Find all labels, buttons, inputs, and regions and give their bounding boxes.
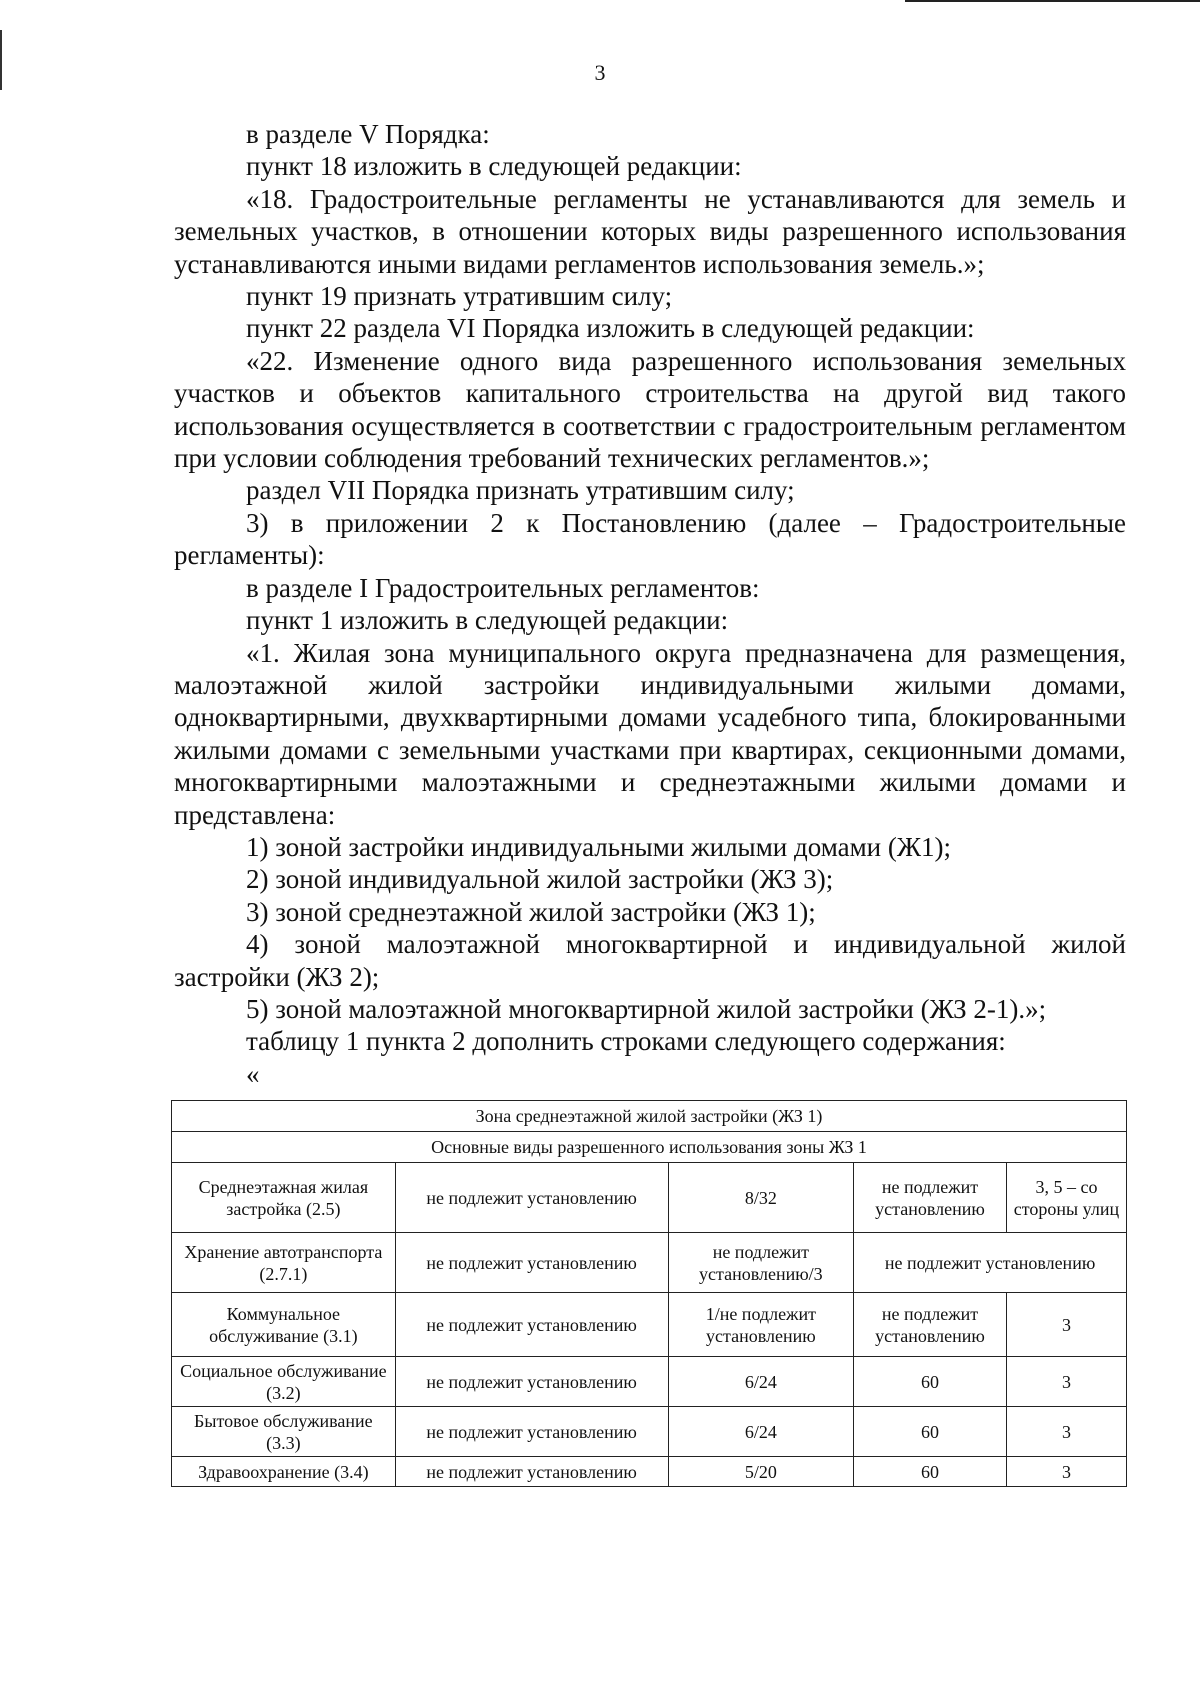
table-cell: 1/не подлежит установлению: [668, 1293, 854, 1357]
table-cell: 3: [1006, 1293, 1126, 1357]
table-zone-header-row: [172, 1101, 1127, 1132]
table-cell: не подлежит установлению: [395, 1233, 668, 1293]
table-cell: 60: [854, 1407, 1007, 1457]
paragraph: пункт 18 изложить в следующей редакции:: [246, 151, 742, 182]
paragraph: пункт 22 раздела VI Порядка изложить в следующей редакции:: [246, 313, 975, 344]
table-cell: 60: [854, 1357, 1007, 1407]
table-cell: Среднеэтажная жилая застройка (2.5): [172, 1163, 396, 1233]
paragraph: «1. Жилая зона муниципального округа предназначена для размещения, малоэтажной жилой застройки индивидуальными жилыми домами, одноквартирными, двухквартирными домами усадебного типа, блокированными жилыми домами с земельными участками при квартирах, секционными домами, многоквартирными малоэтажными и среднеэтажными жилыми домами и представлена:: [174, 637, 1126, 830]
paragraph: «22. Изменение одного вида разрешенного использования земельных участков и объектов капитального строительства на другой вид такого использования осуществляется в соответствии с градостроительным регламентом при условии соблюдения требований технических регламентов.»;: [174, 345, 1126, 474]
table-cell: не подлежит установлению: [854, 1233, 1127, 1293]
table-row: [172, 1407, 1127, 1457]
table-cell: 3: [1006, 1357, 1126, 1407]
paragraph: 1) зоной застройки индивидуальными жилыми домами (Ж1);: [246, 831, 952, 862]
quote-open-mark: «: [246, 1058, 260, 1089]
table-cell: 6/24: [668, 1357, 854, 1407]
table-row: [172, 1457, 1127, 1487]
paragraph: 4) зоной малоэтажной многоквартирной и индивидуальной жилой застройки (ЖЗ 2);: [174, 929, 1126, 992]
paragraph: 3) в приложении 2 к Постановлению (далее – Градостроительные регламенты):: [174, 507, 1126, 571]
table-cell: не подлежит установлению/3: [668, 1233, 854, 1293]
section-title-cell: Основные виды разрешенного использования зоны ЖЗ 1: [172, 1132, 1127, 1163]
paragraph: таблицу 1 пункта 2 дополнить строками следующего содержания:: [246, 1026, 1006, 1057]
table-cell: Хранение автотранспорта (2.7.1): [172, 1233, 396, 1293]
table-cell: не подлежит установлению: [395, 1407, 668, 1457]
table-row: [172, 1357, 1127, 1407]
paragraph: «18. Градостроительные регламенты не устанавливаются для земель и земельных участков, в отношении которых виды разрешенного использования устанавливаются иными видами регламентов использования земель.»;: [174, 183, 1126, 279]
paragraph: в разделе V Порядка:: [246, 119, 490, 149]
table-cell: 6/24: [668, 1407, 854, 1457]
table-cell: 3, 5 – со стороны улиц: [1006, 1163, 1126, 1233]
paragraph: в разделе I Градостроительных регламентов:: [246, 572, 760, 603]
table-cell: не подлежит установлению: [395, 1457, 668, 1487]
table-cell: не подлежит установлению: [395, 1163, 668, 1233]
paragraph: 5) зоной малоэтажной многоквартирной жилой застройки (ЖЗ 2-1).»;: [246, 993, 1047, 1024]
table-cell: Коммунальное обслуживание (3.1): [172, 1293, 396, 1357]
table-cell: Здравоохранение (3.4): [172, 1457, 396, 1487]
table-cell: 5/20: [668, 1457, 854, 1487]
table-row: [172, 1163, 1127, 1233]
table-cell: Социальное обслуживание (3.2): [172, 1357, 396, 1407]
table-cell: 8/32: [668, 1163, 854, 1233]
table-cell: не подлежит установлению: [854, 1163, 1007, 1233]
document-body: [174, 118, 1126, 1090]
paragraph: 3) зоной среднеэтажной жилой застройки (ЖЗ 1);: [246, 896, 816, 927]
table-section-header-row: [172, 1132, 1127, 1163]
table-row: [172, 1293, 1127, 1357]
table-row: [172, 1233, 1127, 1293]
table-cell: 60: [854, 1457, 1007, 1487]
zone-title-cell: Зона среднеэтажной жилой застройки (ЖЗ 1): [172, 1101, 1127, 1132]
paragraph: раздел VII Порядка признать утратившим силу;: [246, 475, 795, 506]
top-edge-rule: [905, 0, 1200, 2]
paragraph: 2) зоной индивидуальной жилой застройки (ЖЗ 3);: [246, 864, 834, 895]
table-cell: не подлежит установлению: [854, 1293, 1007, 1357]
table-cell: не подлежит установлению: [395, 1293, 668, 1357]
regulations-table: [171, 1100, 1127, 1487]
table-cell: Бытовое обслуживание (3.3): [172, 1407, 396, 1457]
page-number: 3: [594, 60, 606, 85]
paragraph: пункт 1 изложить в следующей редакции:: [246, 605, 729, 636]
table-cell: не подлежит установлению: [395, 1357, 668, 1407]
table-cell: 3: [1006, 1407, 1126, 1457]
table-cell: 3: [1006, 1457, 1126, 1487]
paragraph: пункт 19 признать утратившим силу;: [246, 281, 673, 312]
